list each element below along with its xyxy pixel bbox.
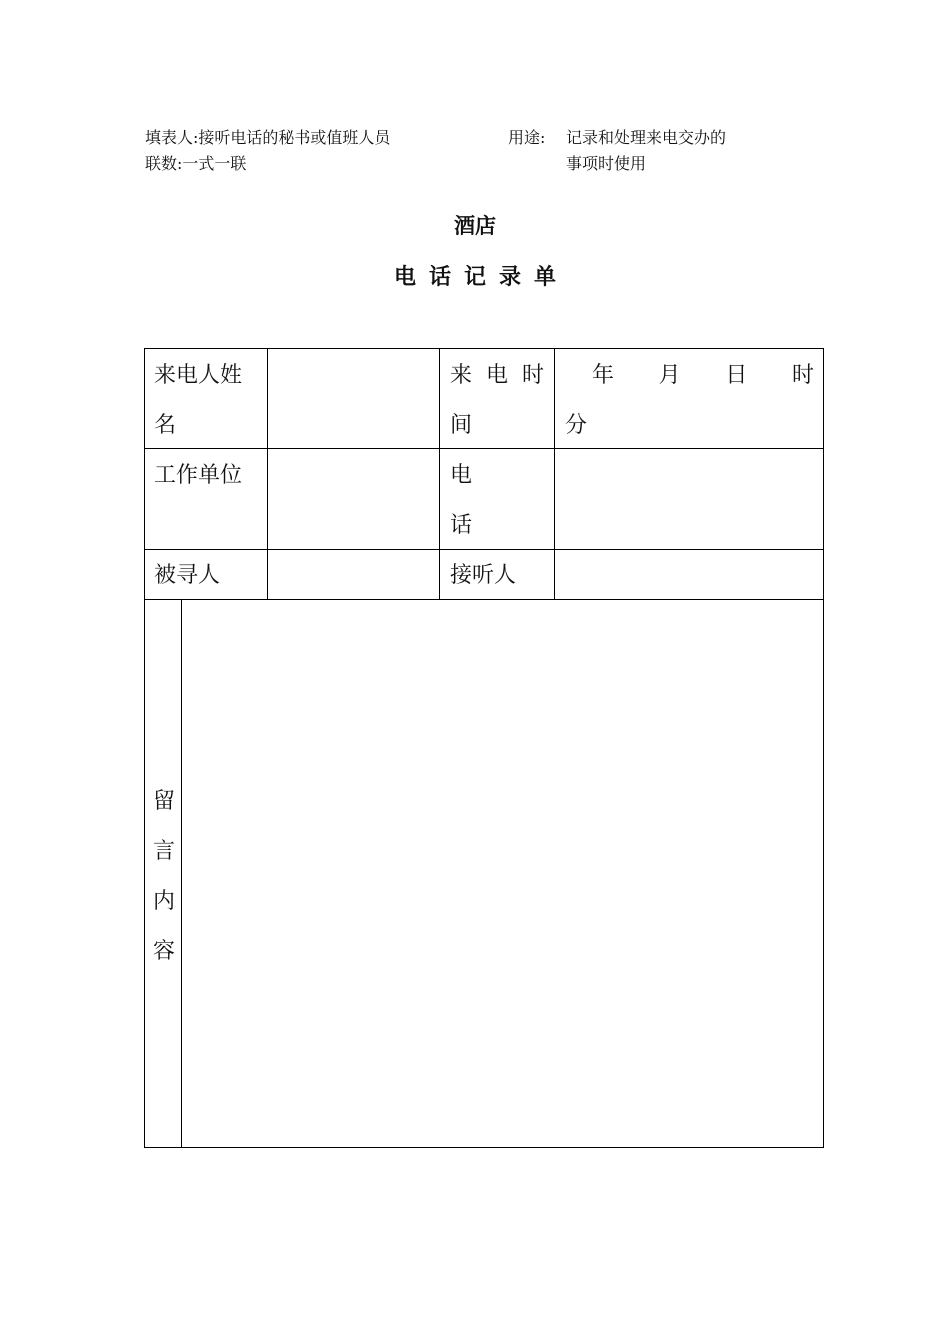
phone-label: [450, 451, 472, 551]
work-unit-value[interactable]: [270, 452, 436, 546]
table-col-rule-1: [267, 348, 268, 600]
sought-person-value[interactable]: [270, 552, 436, 596]
receiver-value[interactable]: [557, 552, 820, 596]
date-month-label: 月: [658, 363, 681, 388]
caller-name-label-line2: 名: [154, 413, 177, 438]
caller-name-value[interactable]: [270, 352, 436, 446]
table-border-bottom: [144, 1147, 824, 1148]
date-day-label: 日: [725, 363, 748, 388]
filler-value: 接听电话的秘书或值班人员: [198, 128, 391, 147]
filler-label: 填表人:: [145, 128, 199, 147]
copies-info: [145, 154, 246, 174]
table-col-rule-2: [439, 348, 440, 600]
message-char-1: 留: [153, 789, 176, 814]
sought-person-label: 被寻人: [154, 563, 221, 588]
date-minute-label: 分: [565, 413, 588, 438]
call-time-char-1: 来: [450, 363, 473, 388]
phone-value[interactable]: [557, 452, 820, 546]
call-time-label-line1: [450, 351, 544, 401]
filler-info: [145, 128, 390, 148]
phone-char-2: 话: [450, 513, 473, 538]
table-border-top: [144, 348, 824, 349]
message-char-4: 容: [153, 939, 176, 964]
message-char-2: 言: [153, 839, 176, 864]
work-unit-label: 工作单位: [154, 463, 243, 488]
phone-char-1: 电: [450, 463, 473, 488]
table-border-right: [823, 348, 824, 1148]
call-time-char-2: 电: [485, 363, 508, 388]
purpose-line-1: 记录和处理来电交办的: [566, 128, 727, 147]
date-hour-label: 时: [791, 363, 814, 388]
table-col-rule-3: [554, 348, 555, 600]
date-fields-line1[interactable]: [592, 351, 814, 401]
table-rule-row2: [144, 549, 824, 550]
caller-name-label-line1: 来电人姓: [154, 363, 243, 388]
message-content-label: [153, 777, 175, 977]
message-char-3: 内: [153, 889, 176, 914]
message-content-area[interactable]: [184, 603, 820, 1144]
hotel-name: 酒店: [454, 213, 496, 238]
table-col-rule-message: [181, 599, 182, 1148]
table-border-left: [144, 348, 145, 1148]
form-title: 电话记录单: [393, 264, 569, 290]
call-time-char-3: 时: [521, 363, 544, 388]
copies-value: 一式一联: [182, 154, 247, 173]
table-rule-row1: [144, 448, 824, 449]
purpose-label: 用途:: [508, 128, 546, 147]
receiver-label: 接听人: [450, 563, 517, 588]
call-time-label-line2: 间: [450, 413, 473, 438]
copies-label: 联数:: [145, 154, 183, 173]
purpose-line-2: 事项时使用: [566, 154, 647, 173]
date-year-label: 年: [592, 363, 615, 388]
